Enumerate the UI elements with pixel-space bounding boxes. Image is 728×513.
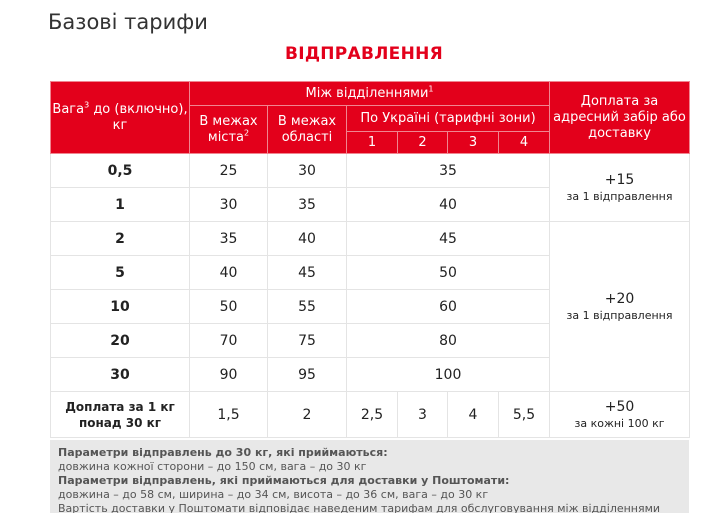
between-branches-header: Між відділеннями$^1$ — [190, 82, 550, 106]
city-price-cell: 30 — [190, 188, 268, 222]
page-title: Базові тарифи — [48, 10, 208, 34]
region-price-cell: 30 — [268, 154, 347, 188]
surcharge-cell: +50 за кожні 100 кг — [550, 392, 690, 438]
zone-price-cell: 2,5 — [347, 392, 398, 438]
city-price-cell: 90 — [190, 358, 268, 392]
surcharge-header: Доплата за адресний забір або доставку — [550, 82, 690, 154]
ukraine-zones-header: По Україні (тарифні зони) — [347, 106, 550, 132]
weight-cell: 20 — [51, 324, 190, 358]
surcharge-cell: +15 за 1 відправлення — [550, 154, 690, 222]
region-price-cell: 2 — [268, 392, 347, 438]
tariff-table — [50, 81, 690, 438]
extra-kg-label: Доплата за 1 кг понад 30 кг — [51, 392, 190, 438]
notes-heading: Параметри відправлень, які приймаються для доставки у Поштомати: — [58, 474, 510, 487]
surcharge-cell: +20 за 1 відправлення — [550, 222, 690, 392]
notes-text: Вартість доставки у Поштомати відповідає наведеним тарифам для обслуговування між відділеннями — [58, 502, 661, 513]
parameters-notes — [50, 440, 689, 513]
ukraine-price-cell: 45 — [347, 222, 550, 256]
region-price-cell: 95 — [268, 358, 347, 392]
table-row — [51, 222, 690, 256]
ukraine-price-cell: 80 — [347, 324, 550, 358]
section-title: ВІДПРАВЛЕННЯ — [284, 44, 444, 64]
ukraine-price-cell: 40 — [347, 188, 550, 222]
notes-heading: Параметри відправлень до 30 кг, які приймаються: — [58, 446, 388, 459]
region-price-cell: 35 — [268, 188, 347, 222]
table-row — [51, 392, 690, 438]
ukraine-price-cell: 35 — [347, 154, 550, 188]
ukraine-price-cell: 60 — [347, 290, 550, 324]
city-price-cell: 40 — [190, 256, 268, 290]
city-price-cell: 35 — [190, 222, 268, 256]
weight-cell: 0,5 — [51, 154, 190, 188]
ukraine-price-cell: 100 — [347, 358, 550, 392]
weight-header: Вага$^3$ до (включно), кг — [51, 82, 190, 154]
zone-price-cell: 5,5 — [499, 392, 550, 438]
zone-header: 1 — [347, 132, 398, 154]
notes-text: довжина кожної сторони – до 150 см, вага – до 30 кг — [58, 460, 367, 473]
zone-header: 3 — [448, 132, 499, 154]
zone-price-cell: 4 — [448, 392, 499, 438]
table-row — [51, 154, 690, 188]
region-price-cell: 40 — [268, 222, 347, 256]
city-price-cell: 70 — [190, 324, 268, 358]
weight-cell: 2 — [51, 222, 190, 256]
city-price-cell: 50 — [190, 290, 268, 324]
within-region-header: В межах області — [268, 106, 347, 154]
city-price-cell: 25 — [190, 154, 268, 188]
weight-cell: 30 — [51, 358, 190, 392]
ukraine-price-cell: 50 — [347, 256, 550, 290]
weight-cell: 5 — [51, 256, 190, 290]
zone-header: 4 — [499, 132, 550, 154]
weight-cell: 1 — [51, 188, 190, 222]
notes-text: довжина – до 58 см, ширина – до 34 см, висота – до 36 см, вага – до 30 кг — [58, 488, 489, 501]
zone-price-cell: 3 — [398, 392, 448, 438]
region-price-cell: 75 — [268, 324, 347, 358]
city-price-cell: 1,5 — [190, 392, 268, 438]
region-price-cell: 55 — [268, 290, 347, 324]
weight-cell: 10 — [51, 290, 190, 324]
zone-header: 2 — [398, 132, 448, 154]
region-price-cell: 45 — [268, 256, 347, 290]
within-city-header: В межах міста$^2$ — [190, 106, 268, 154]
